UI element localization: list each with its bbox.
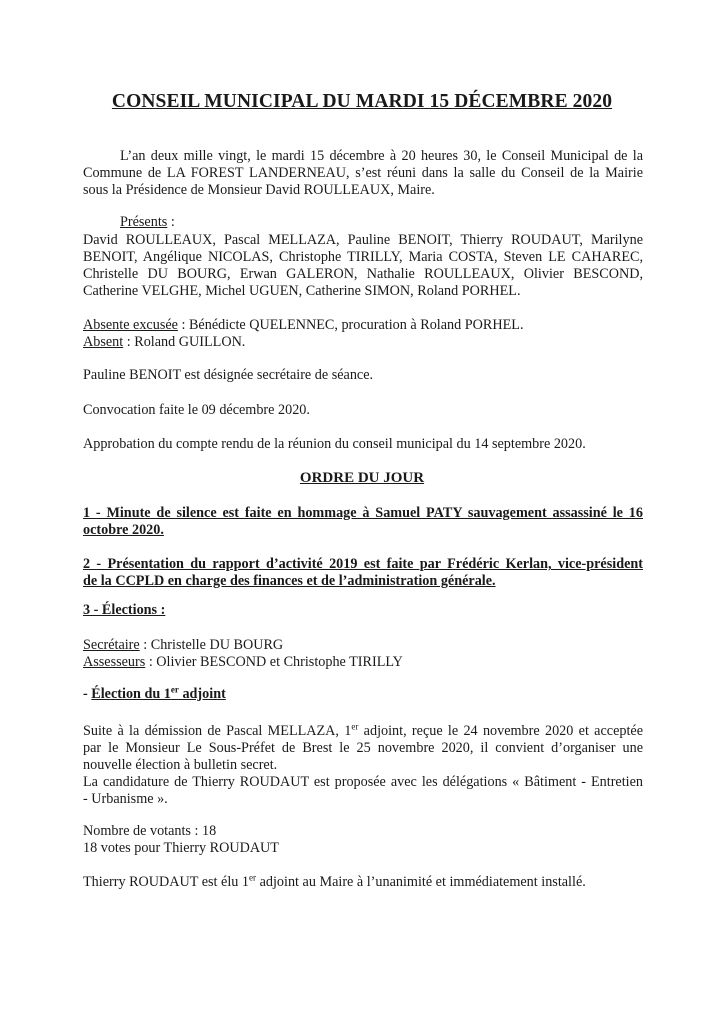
- agenda-item-2-line-2: de la CCPLD en charge des finances et de l’administration générale.: [83, 573, 496, 589]
- intro-line-2: Commune de LA FOREST LANDERNEAU, s’est réuni dans la salle du Conseil de la Mairie: [83, 165, 643, 181]
- agenda-item-2-line-1: 2 - Présentation du rapport d’activité 2019 est faite par Frédéric Kerlan, vice-président: [83, 556, 643, 572]
- absent-text: : Roland GUILLON.: [123, 334, 246, 350]
- presents-list: [83, 232, 643, 300]
- nombre-votants: Nombre de votants : 18: [83, 823, 217, 839]
- agenda-item-1: [83, 505, 643, 539]
- election-suffix: adjoint: [178, 686, 226, 702]
- presents-heading: [83, 214, 643, 231]
- assesseurs-text: : Olivier BESCOND et Christophe TIRILLY: [145, 654, 403, 670]
- election-label: Élection du 1: [91, 686, 171, 702]
- presents-label: Présents: [120, 214, 168, 230]
- suite-line-4: La candidature de Thierry ROUDAUT est proposée avec les délégations « Bâtiment - Entretien: [83, 774, 643, 790]
- agenda-item-3: 3 - Élections :: [83, 602, 166, 618]
- election-adjoint-heading: [83, 686, 643, 703]
- suite-line-1: Suite à la démission de Pascal MELLAZA, 1er adjoint, reçue le 24 novembre 2020 et acceptée: [83, 721, 643, 739]
- presents-line-3: Christelle DU BOURG, Erwan GALERON, Nathalie ROULLEAUX, Olivier BESCOND,: [83, 266, 643, 282]
- suite-line-2: par le Monsieur Le Sous-Préfet de Brest le 25 novembre 2020, il convient d’organiser une: [83, 740, 643, 756]
- presents-line-4: Catherine VELGHE, Michel UGUEN, Catherine SIMON, Roland PORHEL.: [83, 283, 521, 299]
- suite-line-5: - Urbanisme ».: [83, 791, 168, 807]
- absent-label: Absent: [83, 334, 124, 350]
- election-prefix: -: [83, 686, 92, 702]
- suite-line-3: nouvelle élection à bulletin secret.: [83, 757, 278, 773]
- absente-excusee-label: Absente excusée: [83, 317, 178, 333]
- convocation: Convocation faite le 09 décembre 2020.: [83, 402, 310, 418]
- secretaire-text: : Christelle DU BOURG: [139, 637, 284, 653]
- intro-paragraph: [83, 148, 643, 199]
- absente-excusee-text: : Bénédicte QUELENNEC, procuration à Roland PORHEL.: [177, 317, 524, 333]
- votes-pour: 18 votes pour Thierry ROUDAUT: [83, 840, 279, 856]
- secretaire-label: Secrétaire: [83, 637, 140, 653]
- document-title: CONSEIL MUNICIPAL DU MARDI 15 DÉCEMBRE 2020: [111, 91, 613, 112]
- agenda-item-2: [83, 556, 643, 590]
- approbation: Approbation du compte rendu de la réunion du conseil municipal du 14 septembre 2020.: [83, 436, 586, 452]
- presents-suffix: :: [167, 214, 175, 230]
- presents-line-2: BENOIT, Angélique NICOLAS, Christophe TIRILLY, Maria COSTA, Steven LE CAHAREC,: [83, 249, 643, 265]
- absents-block: [83, 317, 643, 351]
- votes-block: [83, 823, 643, 857]
- assesseurs-label: Assesseurs: [83, 654, 146, 670]
- intro-line-1: L’an deux mille vingt, le mardi 15 décembre à 20 heures 30, le Conseil Municipal de la: [120, 148, 643, 164]
- secretaire-seance: Pauline BENOIT est désignée secrétaire de séance.: [83, 367, 374, 383]
- agenda-item-1-line-1: 1 - Minute de silence est faite en hommage à Samuel PATY sauvagement assassiné le 16: [83, 505, 643, 521]
- bureau-block: [83, 637, 643, 671]
- intro-line-3: sous la Présidence de Monsieur David ROULLEAUX, Maire.: [83, 182, 435, 198]
- ordre-du-jour-heading: ORDRE DU JOUR: [299, 470, 425, 486]
- suite-paragraph: [83, 723, 643, 808]
- agenda-item-1-line-2: octobre 2020.: [83, 522, 164, 538]
- presents-line-1: David ROULLEAUX, Pascal MELLAZA, Pauline BENOIT, Thierry ROUDAUT, Marilyne: [83, 232, 643, 248]
- election-sup: er: [170, 684, 179, 695]
- resultat-election: Thierry ROUDAUT est élu 1er adjoint au Maire à l’unanimité et immédiatement installé.: [83, 872, 586, 890]
